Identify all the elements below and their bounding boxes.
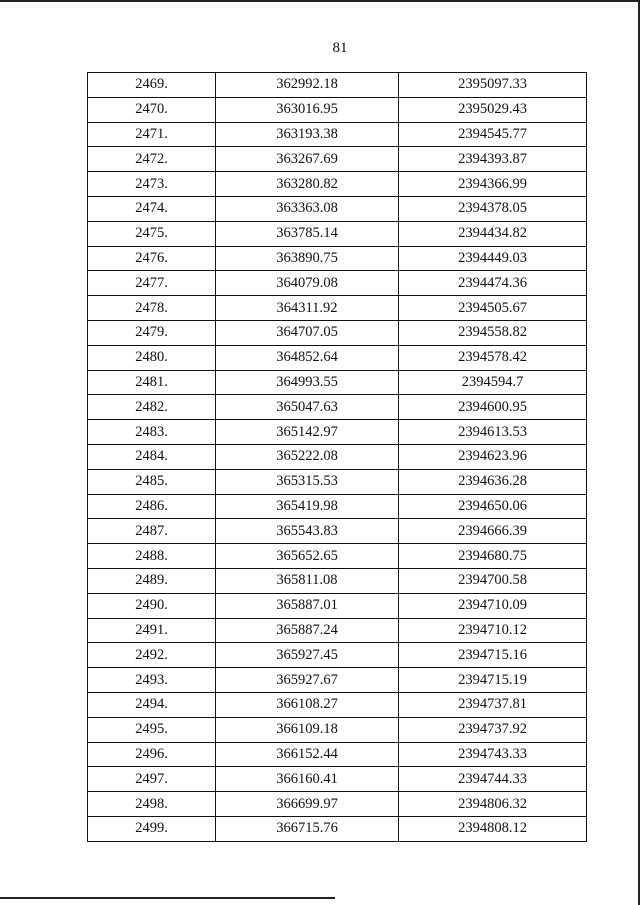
table-row bbox=[88, 717, 587, 742]
y-coordinate-cell: 2394650.06 bbox=[399, 494, 587, 519]
x-coordinate-cell: 365927.45 bbox=[216, 643, 399, 668]
table-row bbox=[88, 246, 587, 271]
x-coordinate-cell: 363016.95 bbox=[216, 97, 399, 122]
point-number-cell: 2480. bbox=[88, 345, 216, 370]
y-coordinate-cell: 2394393.87 bbox=[399, 147, 587, 172]
x-coordinate-cell: 363193.38 bbox=[216, 122, 399, 147]
x-coordinate-cell: 364079.08 bbox=[216, 271, 399, 296]
y-coordinate-cell: 2394636.28 bbox=[399, 469, 587, 494]
point-number-cell: 2494. bbox=[88, 692, 216, 717]
point-number-cell: 2486. bbox=[88, 494, 216, 519]
table-row bbox=[88, 568, 587, 593]
table-row bbox=[88, 593, 587, 618]
table-row bbox=[88, 221, 587, 246]
x-coordinate-cell: 364311.92 bbox=[216, 296, 399, 321]
x-coordinate-cell: 365419.98 bbox=[216, 494, 399, 519]
point-number-cell: 2475. bbox=[88, 221, 216, 246]
x-coordinate-cell: 365543.83 bbox=[216, 519, 399, 544]
y-coordinate-cell: 2394594.7 bbox=[399, 370, 587, 395]
point-number-cell: 2469. bbox=[88, 73, 216, 98]
point-number-cell: 2473. bbox=[88, 172, 216, 197]
table-row bbox=[88, 147, 587, 172]
y-coordinate-cell: 2394680.75 bbox=[399, 544, 587, 569]
point-number-cell: 2483. bbox=[88, 420, 216, 445]
table-row bbox=[88, 816, 587, 841]
point-number-cell: 2471. bbox=[88, 122, 216, 147]
point-number-cell: 2485. bbox=[88, 469, 216, 494]
point-number-cell: 2484. bbox=[88, 444, 216, 469]
x-coordinate-cell: 365142.97 bbox=[216, 420, 399, 445]
table-row bbox=[88, 345, 587, 370]
table-row bbox=[88, 196, 587, 221]
x-coordinate-cell: 366715.76 bbox=[216, 816, 399, 841]
table-row bbox=[88, 767, 587, 792]
table-row bbox=[88, 643, 587, 668]
table-row bbox=[88, 692, 587, 717]
x-coordinate-cell: 363785.14 bbox=[216, 221, 399, 246]
table-row bbox=[88, 519, 587, 544]
x-coordinate-cell: 363267.69 bbox=[216, 147, 399, 172]
table-row bbox=[88, 122, 587, 147]
y-coordinate-cell: 2394710.09 bbox=[399, 593, 587, 618]
x-coordinate-cell: 364852.64 bbox=[216, 345, 399, 370]
coordinates-table bbox=[87, 72, 587, 842]
x-coordinate-cell: 366699.97 bbox=[216, 792, 399, 817]
table-row bbox=[88, 544, 587, 569]
point-number-cell: 2478. bbox=[88, 296, 216, 321]
point-number-cell: 2474. bbox=[88, 196, 216, 221]
y-coordinate-cell: 2394715.19 bbox=[399, 668, 587, 693]
table-row bbox=[88, 395, 587, 420]
x-coordinate-cell: 365887.01 bbox=[216, 593, 399, 618]
point-number-cell: 2489. bbox=[88, 568, 216, 593]
y-coordinate-cell: 2395029.43 bbox=[399, 97, 587, 122]
y-coordinate-cell: 2394366.99 bbox=[399, 172, 587, 197]
point-number-cell: 2498. bbox=[88, 792, 216, 817]
x-coordinate-cell: 363890.75 bbox=[216, 246, 399, 271]
x-coordinate-cell: 364707.05 bbox=[216, 320, 399, 345]
table-row bbox=[88, 271, 587, 296]
table-row bbox=[88, 469, 587, 494]
x-coordinate-cell: 362992.18 bbox=[216, 73, 399, 98]
point-number-cell: 2496. bbox=[88, 742, 216, 767]
y-coordinate-cell: 2394715.16 bbox=[399, 643, 587, 668]
table-row bbox=[88, 320, 587, 345]
table-row bbox=[88, 494, 587, 519]
table-row bbox=[88, 444, 587, 469]
table-row bbox=[88, 370, 587, 395]
y-coordinate-cell: 2394737.92 bbox=[399, 717, 587, 742]
y-coordinate-cell: 2394806.32 bbox=[399, 792, 587, 817]
coordinates-table-body bbox=[88, 73, 587, 842]
y-coordinate-cell: 2394700.58 bbox=[399, 568, 587, 593]
y-coordinate-cell: 2394378.05 bbox=[399, 196, 587, 221]
y-coordinate-cell: 2394744.33 bbox=[399, 767, 587, 792]
table-row bbox=[88, 618, 587, 643]
x-coordinate-cell: 364993.55 bbox=[216, 370, 399, 395]
y-coordinate-cell: 2394710.12 bbox=[399, 618, 587, 643]
x-coordinate-cell: 366160.41 bbox=[216, 767, 399, 792]
y-coordinate-cell: 2394434.82 bbox=[399, 221, 587, 246]
x-coordinate-cell: 365222.08 bbox=[216, 444, 399, 469]
x-coordinate-cell: 365652.65 bbox=[216, 544, 399, 569]
y-coordinate-cell: 2394558.82 bbox=[399, 320, 587, 345]
point-number-cell: 2495. bbox=[88, 717, 216, 742]
table-row bbox=[88, 668, 587, 693]
x-coordinate-cell: 363363.08 bbox=[216, 196, 399, 221]
point-number-cell: 2482. bbox=[88, 395, 216, 420]
table-row bbox=[88, 97, 587, 122]
point-number-cell: 2490. bbox=[88, 593, 216, 618]
y-coordinate-cell: 2394613.53 bbox=[399, 420, 587, 445]
x-coordinate-cell: 365887.24 bbox=[216, 618, 399, 643]
point-number-cell: 2481. bbox=[88, 370, 216, 395]
table-row bbox=[88, 742, 587, 767]
x-coordinate-cell: 363280.82 bbox=[216, 172, 399, 197]
table-row bbox=[88, 420, 587, 445]
point-number-cell: 2487. bbox=[88, 519, 216, 544]
point-number-cell: 2491. bbox=[88, 618, 216, 643]
point-number-cell: 2497. bbox=[88, 767, 216, 792]
y-coordinate-cell: 2394600.95 bbox=[399, 395, 587, 420]
point-number-cell: 2488. bbox=[88, 544, 216, 569]
x-coordinate-cell: 365811.08 bbox=[216, 568, 399, 593]
point-number-cell: 2479. bbox=[88, 320, 216, 345]
y-coordinate-cell: 2394808.12 bbox=[399, 816, 587, 841]
point-number-cell: 2492. bbox=[88, 643, 216, 668]
point-number-cell: 2476. bbox=[88, 246, 216, 271]
y-coordinate-cell: 2394737.81 bbox=[399, 692, 587, 717]
page-top-border bbox=[0, 0, 640, 2]
table-row bbox=[88, 172, 587, 197]
x-coordinate-cell: 365927.67 bbox=[216, 668, 399, 693]
y-coordinate-cell: 2395097.33 bbox=[399, 73, 587, 98]
x-coordinate-cell: 366152.44 bbox=[216, 742, 399, 767]
page-number: 81 bbox=[332, 40, 348, 56]
y-coordinate-cell: 2394474.36 bbox=[399, 271, 587, 296]
point-number-cell: 2499. bbox=[88, 816, 216, 841]
point-number-cell: 2470. bbox=[88, 97, 216, 122]
x-coordinate-cell: 365315.53 bbox=[216, 469, 399, 494]
y-coordinate-cell: 2394505.67 bbox=[399, 296, 587, 321]
table-row bbox=[88, 792, 587, 817]
page-bottom-rule bbox=[0, 897, 335, 899]
x-coordinate-cell: 366108.27 bbox=[216, 692, 399, 717]
y-coordinate-cell: 2394545.77 bbox=[399, 122, 587, 147]
y-coordinate-cell: 2394743.33 bbox=[399, 742, 587, 767]
x-coordinate-cell: 366109.18 bbox=[216, 717, 399, 742]
table-row bbox=[88, 296, 587, 321]
table-row bbox=[88, 73, 587, 98]
point-number-cell: 2477. bbox=[88, 271, 216, 296]
y-coordinate-cell: 2394449.03 bbox=[399, 246, 587, 271]
y-coordinate-cell: 2394623.96 bbox=[399, 444, 587, 469]
y-coordinate-cell: 2394666.39 bbox=[399, 519, 587, 544]
y-coordinate-cell: 2394578.42 bbox=[399, 345, 587, 370]
x-coordinate-cell: 365047.63 bbox=[216, 395, 399, 420]
point-number-cell: 2472. bbox=[88, 147, 216, 172]
point-number-cell: 2493. bbox=[88, 668, 216, 693]
